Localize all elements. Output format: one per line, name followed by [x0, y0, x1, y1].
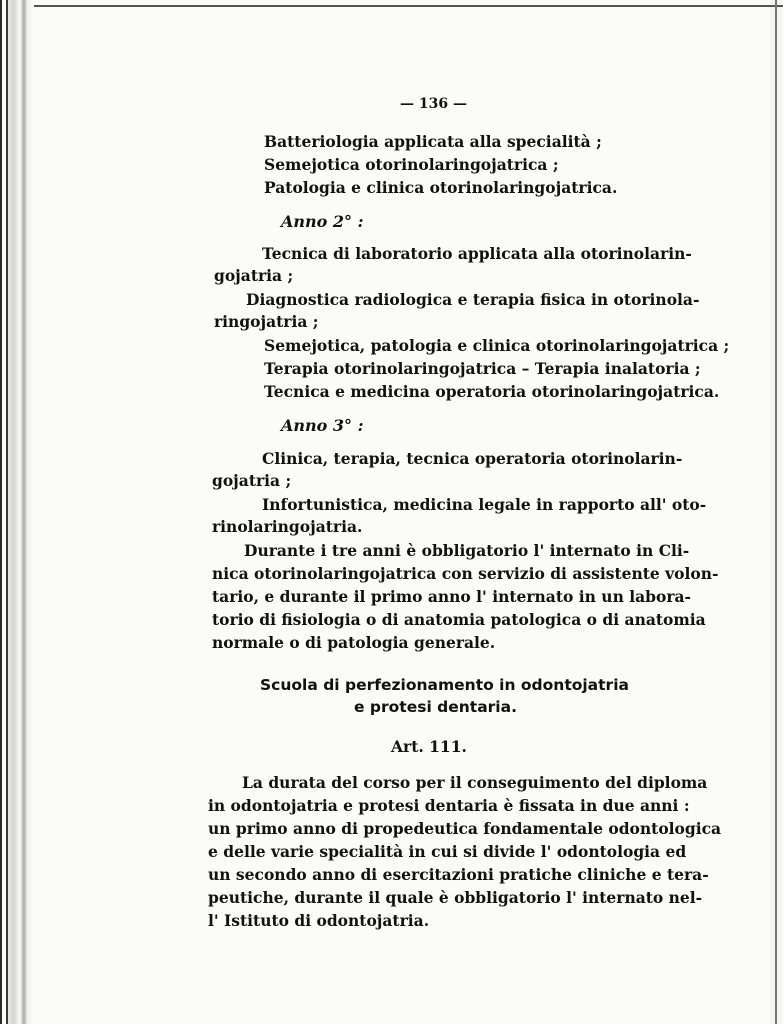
text-line: ringojatria ; [214, 312, 319, 331]
book-binding [0, 0, 34, 1024]
text-line: Terapia otorinolaringojatrica – Terapia inalatoria ; [264, 359, 701, 378]
text-line: Semejotica otorinolaringojatrica ; [264, 155, 559, 174]
text-line: Semejotica, patologia e clinica otorinolaringojatrica ; [264, 336, 730, 355]
text-line: in odontojatria e protesi dentaria è fissata in due anni : [208, 796, 690, 815]
text-line: normale o di patologia generale. [212, 633, 496, 652]
text-line: Batteriologia applicata alla specialità ; [264, 132, 602, 151]
text-line: gojatria ; [212, 471, 292, 490]
article-number: Art. 111. [391, 737, 467, 756]
text-line: gojatria ; [214, 266, 294, 285]
section-heading-line2: e protesi dentaria. [354, 698, 517, 716]
text-line: tario, e durante il primo anno l' internato in un labora- [212, 587, 691, 606]
text-line: Durante i tre anni è obbligatorio l' internato in Cli- [244, 541, 690, 560]
section-heading: Scuola di perfezionamento in odontojatria [260, 676, 629, 694]
text-line: rinolaringojatria. [212, 517, 363, 536]
text-line: Diagnostica radiologica e terapia fisica in otorinola- [246, 290, 700, 309]
top-edge-line [34, 5, 783, 7]
right-edge-line [775, 0, 777, 1024]
text-line: nica otorinolaringojatrica con servizio di assistente volon- [212, 564, 719, 583]
text-line: Tecnica di laboratorio applicata alla otorinolarin- [262, 244, 692, 263]
text-line: e delle varie specialità in cui si divide l' odontologia ed [208, 842, 687, 861]
text-line: un primo anno di propedeutica fondamentale odontologica [208, 819, 722, 838]
text-line: un secondo anno di esercitazioni pratiche cliniche e tera- [208, 865, 709, 884]
text-line: peutiche, durante il quale è obbligatorio l' internato nel- [208, 888, 703, 907]
text-line: La durata del corso per il conseguimento del diploma [242, 773, 708, 792]
year-heading-2: Anno 2° : [281, 212, 364, 231]
text-line: Infortunistica, medicina legale in rapporto all' oto- [262, 495, 707, 514]
text-line: Clinica, terapia, tecnica operatoria otorinolarin- [262, 449, 683, 468]
text-line: torio di fisiologia o di anatomia patologica o di anatomia [212, 610, 706, 629]
year-heading-3: Anno 3° : [281, 416, 364, 435]
text-line: Patologia e clinica otorinolaringojatrica. [264, 178, 618, 197]
page-number: — 136 — [400, 96, 467, 112]
text-line: Tecnica e medicina operatoria otorinolaringojatrica. [264, 382, 720, 401]
text-line: l' Istituto di odontojatria. [208, 911, 430, 930]
